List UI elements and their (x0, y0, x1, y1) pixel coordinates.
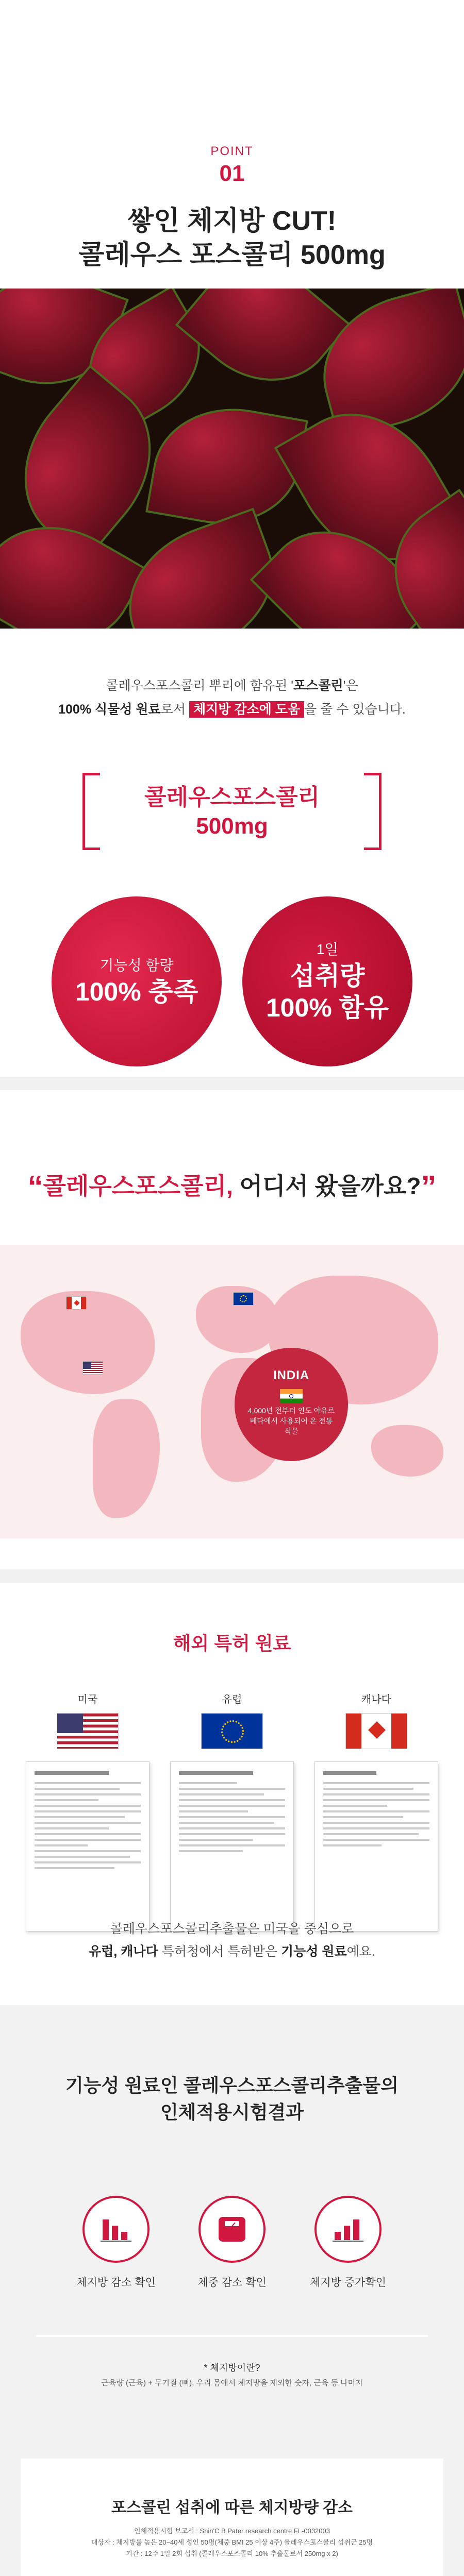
patent-desc-segment: 예요. (346, 1944, 375, 1959)
card-subtitle: 기간 : 12주 1일 2회 섭취 (콜레우스포스콜리 10% 추출물로서 250mg x 2) (126, 2550, 338, 2557)
patent-country-name: 캐나다 (361, 1694, 391, 1705)
clinical-trial-section (0, 2005, 464, 2576)
origin-title (0, 1167, 464, 1205)
patent-desc-line2 (0, 1940, 464, 1963)
dosage-ingredient: 콜레우스포스콜리 (144, 785, 320, 810)
coleus-leaves-photo (0, 289, 464, 629)
patent-canada (314, 1691, 438, 1931)
dosage-section (0, 752, 464, 1077)
india-callout (235, 1348, 348, 1461)
canada-flag-icon (66, 1296, 87, 1310)
dosage-bracket (82, 773, 382, 850)
india-label: INDIA (273, 1368, 310, 1382)
usa-flag-icon (82, 1361, 103, 1375)
result-label: 체지방 감소 확인 (76, 2277, 156, 2289)
patent-country-name: 유럽 (222, 1694, 242, 1705)
dosage-text (82, 783, 382, 841)
intro-text-segment: '은 (343, 679, 358, 693)
patent-title: 해외 특허 원료 (173, 1633, 291, 1654)
usa-flag-icon (57, 1713, 119, 1749)
origin-section (0, 1090, 464, 1569)
patent-section (0, 1583, 464, 2005)
result-weight-decrease (186, 2196, 278, 2290)
dosage-amount: 500mg (196, 814, 268, 839)
headline-line2: 콜레우스 포스콜리 500mg (78, 240, 386, 270)
forskolin-bold: 포스콜린 (293, 679, 343, 693)
trial-title (0, 2072, 464, 2126)
functional-content-circle (52, 896, 222, 1066)
patent-document-image (26, 1761, 150, 1931)
bar-chart-up-icon (314, 2196, 382, 2263)
patent-usa (26, 1691, 150, 1931)
note-divider (36, 2335, 428, 2337)
patent-desc-segment: 특허청에서 특허받은 (158, 1944, 281, 1959)
scale-icon (198, 2196, 266, 2263)
north-america-shape (21, 1291, 155, 1394)
functional-ingredient-bold: 기능성 원료 (280, 1944, 347, 1959)
body-fat-note-body: 근육량 (근육) + 무기질 (뼈), 우리 몸에서 체지방을 제외한 숫자, 근육 등 나머지 (101, 2379, 363, 2387)
card-title: 포스콜린 섭취에 따른 체지방량 감소 (111, 2499, 353, 2516)
leaf-image (145, 395, 308, 537)
body-fat-highlight: 체지방 감소에 도움 (189, 701, 304, 718)
patent-desc-line1: 콜레우스포스콜리추출물은 미국을 중심으로 (110, 1922, 354, 1936)
circle-caption: 1일 (316, 941, 339, 957)
section-divider (0, 1569, 464, 1583)
patent-document-image (170, 1761, 294, 1931)
plant-origin-bold: 100% 식물성 원료 (58, 702, 161, 717)
result-label: 체중 감소 확인 (197, 2277, 267, 2289)
origin-title-red: 콜레우스포스콜리, (43, 1173, 233, 1199)
circle-value: 100% 함유 (266, 993, 389, 1022)
point-number: 01 (219, 161, 245, 186)
origin-title-rest: 어디서 왔을까요? (233, 1173, 421, 1199)
headline-line1: 쌓인 체지방 CUT! (127, 206, 337, 236)
australia-shape (371, 1425, 443, 1477)
eu-flag-icon (233, 1292, 254, 1306)
quote-open: “ (27, 1170, 43, 1204)
intro-text-segment: 로서 (160, 702, 189, 717)
patent-country-name: 미국 (77, 1694, 98, 1705)
india-description: 4,000년 전부터 인도 아유르베다에서 사용되어 온 전통 식물 (247, 1406, 335, 1435)
patent-regions-bold: 유럽, 캐나다 (89, 1944, 158, 1959)
card-subtitle: 대상자 : 체지방률 높은 20~40세 성인 50명(체중 BMI 25 이상 4주) 콜레우스포스콜리 섭취군 25명 (91, 2538, 373, 2546)
point-header (0, 0, 464, 289)
daily-intake-circle (242, 896, 412, 1066)
section-divider (0, 1077, 464, 1090)
card-subtitle: 인체적용시험 보고서 : Shin'C B Pater research centre FL-0032003 (134, 2527, 330, 2535)
bar-chart-down-icon (82, 2196, 150, 2263)
result-label: 체지방 증가확인 (310, 2277, 386, 2289)
trial-title-line1: 기능성 원료인 콜레우스포스콜리추출물의 (65, 2075, 399, 2096)
body-fat-note-title: * 체지방이란? (204, 2363, 260, 2373)
result-fat-increase (302, 2196, 394, 2290)
canada-flag-icon (345, 1713, 407, 1749)
patent-europe (170, 1691, 294, 1931)
intro-line2 (0, 698, 464, 721)
quote-close: ” (421, 1170, 437, 1204)
world-map (0, 1245, 464, 1538)
trial-title-line2: 인체적용시험결과 (160, 2102, 304, 2123)
intro-line1 (0, 674, 464, 698)
eu-flag-icon (201, 1713, 263, 1749)
circle-value: 섭취량 (290, 961, 365, 990)
intro-text-segment: 콜레우스포스콜리 뿌리에 함유된 ' (106, 679, 294, 693)
result-fat-decrease (70, 2196, 162, 2290)
intro-text-segment: 을 줄 수 있습니다. (304, 702, 406, 717)
point-label: POINT (210, 144, 254, 158)
circle-caption: 기능성 함량 (100, 957, 174, 973)
patent-description (0, 1918, 464, 1963)
intro-text (0, 629, 464, 752)
trial-results-card (21, 2459, 443, 2576)
south-america-shape (93, 1399, 160, 1518)
patent-document-image (314, 1761, 438, 1931)
india-flag-icon (280, 1389, 303, 1403)
headline (0, 204, 464, 272)
leaf-image (175, 289, 351, 411)
circle-value: 100% 충족 (75, 977, 198, 1006)
